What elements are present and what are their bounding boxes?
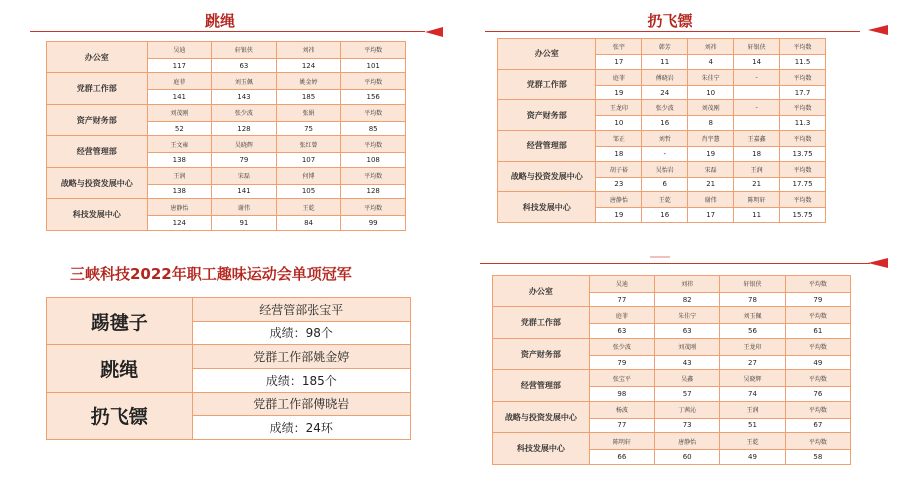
participant-name: 刘玉佩 bbox=[212, 73, 277, 90]
participant-name: 刘茂刚 bbox=[654, 338, 719, 355]
participant-name: 陈明轩 bbox=[589, 433, 654, 450]
dept-name: 党群工作部 bbox=[47, 73, 148, 104]
participant-name: 张宇 bbox=[596, 39, 642, 55]
score-cell: 60 bbox=[654, 450, 719, 465]
participant-name: 张少波 bbox=[212, 104, 277, 121]
participant-name: 吴晓辉 bbox=[212, 136, 277, 153]
participant-name: 平均数 bbox=[785, 401, 850, 418]
participant-name: 谢伟 bbox=[212, 199, 277, 216]
dept-name: 经营管理部 bbox=[47, 136, 148, 167]
participant-name: 吴迪 bbox=[589, 276, 654, 293]
participant-name: 韩芳 bbox=[642, 39, 688, 55]
darts-table bbox=[497, 38, 826, 223]
score-cell: 21 bbox=[734, 177, 780, 192]
table-row bbox=[47, 42, 406, 59]
participant-name: 肖宇慧 bbox=[688, 130, 734, 146]
participant-name: 王乾 bbox=[642, 192, 688, 208]
score-cell: - bbox=[642, 147, 688, 162]
dept-name: 科技发展中心 bbox=[47, 199, 148, 231]
score-cell: 17.75 bbox=[780, 177, 826, 192]
score-cell: 63 bbox=[212, 58, 277, 73]
table-row bbox=[493, 370, 851, 387]
event-name: 踢毽子 bbox=[47, 298, 193, 345]
score-cell: 61 bbox=[785, 324, 850, 339]
participant-name: 庭菲 bbox=[589, 307, 654, 324]
participant-name: 刘玉佩 bbox=[720, 307, 785, 324]
participant-name: 王润 bbox=[147, 167, 212, 184]
participant-name: 平均数 bbox=[780, 130, 826, 146]
participant-name: 轩银侠 bbox=[212, 42, 277, 59]
score-cell: 128 bbox=[212, 121, 277, 136]
score-cell: 17.7 bbox=[780, 85, 826, 100]
score-cell: 75 bbox=[276, 121, 341, 136]
score-cell: 107 bbox=[276, 153, 341, 168]
participant-name: 平均数 bbox=[785, 307, 850, 324]
score-cell bbox=[734, 85, 780, 100]
participant-name: 平均数 bbox=[341, 136, 406, 153]
score-cell: 18 bbox=[734, 147, 780, 162]
participant-name: 邹正 bbox=[596, 130, 642, 146]
participant-name: 吴怡岩 bbox=[642, 161, 688, 177]
table-row bbox=[493, 307, 851, 324]
participant-name: 平均数 bbox=[780, 100, 826, 116]
dept-name: 战略与投资发展中心 bbox=[493, 401, 590, 432]
score-cell: 98 bbox=[589, 387, 654, 402]
score-cell: 138 bbox=[147, 153, 212, 168]
score-cell: 108 bbox=[341, 153, 406, 168]
score-cell: 79 bbox=[589, 355, 654, 370]
participant-name: 唐静怡 bbox=[147, 199, 212, 216]
score-cell: 85 bbox=[341, 121, 406, 136]
score-cell: 78 bbox=[720, 292, 785, 307]
score-cell: 63 bbox=[654, 324, 719, 339]
participant-name: 平均数 bbox=[785, 370, 850, 387]
event-name: 扔飞镖 bbox=[47, 392, 193, 439]
red-flag-decoration bbox=[868, 25, 888, 35]
score-cell: 91 bbox=[212, 216, 277, 231]
participant-name: 平均数 bbox=[341, 199, 406, 216]
winner-name: 经营管部张宝平 bbox=[192, 298, 410, 322]
dept-name: 党群工作部 bbox=[498, 69, 596, 100]
participant-name: 朱佳宁 bbox=[654, 307, 719, 324]
participant-name: 陈明轩 bbox=[734, 192, 780, 208]
participant-name: 平均数 bbox=[785, 276, 850, 293]
participant-name: 宋磊 bbox=[212, 167, 277, 184]
participant-name: 轩银侠 bbox=[720, 276, 785, 293]
participant-name: 庭菲 bbox=[596, 69, 642, 85]
champions-table bbox=[46, 297, 411, 440]
dept-name: 资产财务部 bbox=[498, 100, 596, 131]
score-cell: 124 bbox=[147, 216, 212, 231]
score-cell: 143 bbox=[212, 90, 277, 105]
score-cell: 76 bbox=[785, 387, 850, 402]
winner-name: 党群工作部姚金婷 bbox=[192, 345, 410, 369]
score-cell: 11.3 bbox=[780, 116, 826, 131]
participant-name: 王嘉鑫 bbox=[734, 130, 780, 146]
dept-name: 党群工作部 bbox=[493, 307, 590, 338]
participant-name: 刘祎 bbox=[688, 39, 734, 55]
score-cell: 105 bbox=[276, 184, 341, 199]
score-cell: 14 bbox=[734, 55, 780, 70]
participant-name: 王润 bbox=[734, 161, 780, 177]
score-cell: 27 bbox=[720, 355, 785, 370]
participant-name: 张娟 bbox=[276, 104, 341, 121]
score-cell: 4 bbox=[688, 55, 734, 70]
score-cell: 16 bbox=[642, 208, 688, 223]
score-cell bbox=[734, 116, 780, 131]
participant-name: 张少波 bbox=[642, 100, 688, 116]
score-cell: 49 bbox=[785, 355, 850, 370]
score-cell: 141 bbox=[212, 184, 277, 199]
darts-title: 扔飞镖 bbox=[647, 12, 693, 30]
participant-name: 平均数 bbox=[780, 69, 826, 85]
score-cell: 13.75 bbox=[780, 147, 826, 162]
participant-name: 张宝平 bbox=[589, 370, 654, 387]
participant-name: 张红曾 bbox=[276, 136, 341, 153]
participant-name: 吴鑫 bbox=[654, 370, 719, 387]
score-cell: 6 bbox=[642, 177, 688, 192]
score-cell: 156 bbox=[341, 90, 406, 105]
score-cell: 11 bbox=[642, 55, 688, 70]
score-cell: 117 bbox=[147, 58, 212, 73]
score-cell: 58 bbox=[785, 450, 850, 465]
score-cell: 51 bbox=[720, 418, 785, 433]
participant-name: 平均数 bbox=[341, 104, 406, 121]
rope-skipping-table bbox=[46, 41, 406, 231]
dept-name: 科技发展中心 bbox=[498, 192, 596, 223]
participant-name: 杨波 bbox=[589, 401, 654, 418]
dept-name: 办公室 bbox=[498, 39, 596, 70]
rope-skipping-title: 跳绳 bbox=[204, 12, 235, 30]
participant-name: 平均数 bbox=[780, 161, 826, 177]
participant-name: 朱佳宁 bbox=[688, 69, 734, 85]
table-row bbox=[493, 276, 851, 293]
participant-name: 刘茂刚 bbox=[147, 104, 212, 121]
score-cell: 185 bbox=[276, 90, 341, 105]
participant-name: 王乾 bbox=[276, 199, 341, 216]
participant-name: - bbox=[734, 100, 780, 116]
participant-name: 轩银侠 bbox=[734, 39, 780, 55]
score-cell: 43 bbox=[654, 355, 719, 370]
darts-title-rule bbox=[485, 31, 860, 32]
score-cell: 10 bbox=[596, 116, 642, 131]
event-name: 跳绳 bbox=[47, 345, 193, 392]
winner-result: 成绩：98个 bbox=[192, 321, 410, 345]
score-cell: 10 bbox=[688, 85, 734, 100]
score-cell: 19 bbox=[596, 85, 642, 100]
score-cell: 138 bbox=[147, 184, 212, 199]
score-cell: 67 bbox=[785, 418, 850, 433]
participant-name: 刘祎 bbox=[654, 276, 719, 293]
score-cell: 82 bbox=[654, 292, 719, 307]
table-row bbox=[493, 433, 851, 450]
dept-name: 资产财务部 bbox=[47, 104, 148, 135]
participant-name: 王龙印 bbox=[720, 338, 785, 355]
score-cell: 74 bbox=[720, 387, 785, 402]
table-row bbox=[47, 73, 406, 90]
participant-name: 王龙印 bbox=[596, 100, 642, 116]
score-cell: 79 bbox=[785, 292, 850, 307]
score-cell: 128 bbox=[341, 184, 406, 199]
red-flag-decoration bbox=[868, 258, 888, 268]
score-cell: 19 bbox=[688, 147, 734, 162]
participant-name: 吴迪 bbox=[147, 42, 212, 59]
score-cell: 73 bbox=[654, 418, 719, 433]
dept-name: 办公室 bbox=[47, 42, 148, 73]
table-row bbox=[498, 69, 826, 85]
table-row bbox=[498, 39, 826, 55]
table-row bbox=[47, 298, 411, 322]
score-cell: 49 bbox=[720, 450, 785, 465]
score-cell: 16 bbox=[642, 116, 688, 131]
bottom-right-table bbox=[492, 275, 851, 465]
table-row bbox=[498, 192, 826, 208]
score-cell: 17 bbox=[596, 55, 642, 70]
dept-name: 资产财务部 bbox=[493, 338, 590, 369]
participant-name: 姚金婷 bbox=[276, 73, 341, 90]
participant-name: 平均数 bbox=[341, 42, 406, 59]
participant-name: 王润 bbox=[720, 401, 785, 418]
score-cell: 56 bbox=[720, 324, 785, 339]
table-row bbox=[493, 338, 851, 355]
score-cell: 15.75 bbox=[780, 208, 826, 223]
table-row bbox=[498, 130, 826, 146]
score-cell: 19 bbox=[596, 208, 642, 223]
participant-name: 唐静怡 bbox=[596, 192, 642, 208]
participant-name: 王乾 bbox=[720, 433, 785, 450]
winner-result: 成绩：24环 bbox=[192, 416, 410, 440]
score-cell: 17 bbox=[688, 208, 734, 223]
faded-title-mark bbox=[650, 256, 670, 258]
score-cell: 124 bbox=[276, 58, 341, 73]
table-row bbox=[493, 401, 851, 418]
dept-name: 经营管理部 bbox=[498, 130, 596, 161]
participant-name: 平均数 bbox=[341, 73, 406, 90]
participant-name: 宋磊 bbox=[688, 161, 734, 177]
score-cell: 66 bbox=[589, 450, 654, 465]
score-cell: 11.5 bbox=[780, 55, 826, 70]
table-row bbox=[47, 345, 411, 369]
participant-name: 胡子裕 bbox=[596, 161, 642, 177]
participant-name: 平均数 bbox=[785, 338, 850, 355]
dept-name: 战略与投资发展中心 bbox=[498, 161, 596, 192]
participant-name: - bbox=[734, 69, 780, 85]
score-cell: 77 bbox=[589, 292, 654, 307]
dept-name: 科技发展中心 bbox=[493, 433, 590, 465]
participant-name: 平均数 bbox=[780, 39, 826, 55]
score-cell: 23 bbox=[596, 177, 642, 192]
score-cell: 52 bbox=[147, 121, 212, 136]
red-flag-decoration bbox=[425, 27, 443, 37]
winner-name: 党群工作部傅晓岩 bbox=[192, 392, 410, 416]
score-cell: 77 bbox=[589, 418, 654, 433]
table-row bbox=[47, 199, 406, 216]
participant-name: 平均数 bbox=[785, 433, 850, 450]
champions-title: 三峡科技2022年职工趣味运动会单项冠军 bbox=[70, 265, 352, 283]
winner-result: 成绩：185个 bbox=[192, 368, 410, 392]
score-cell: 63 bbox=[589, 324, 654, 339]
table-row bbox=[498, 161, 826, 177]
score-cell: 21 bbox=[688, 177, 734, 192]
score-cell: 101 bbox=[341, 58, 406, 73]
participant-name: 刘茂刚 bbox=[688, 100, 734, 116]
score-cell: 18 bbox=[596, 147, 642, 162]
score-cell: 141 bbox=[147, 90, 212, 105]
participant-name: 王文雍 bbox=[147, 136, 212, 153]
dept-name: 经营管理部 bbox=[493, 370, 590, 401]
score-cell: 8 bbox=[688, 116, 734, 131]
participant-name: 平均数 bbox=[341, 167, 406, 184]
table-row bbox=[47, 136, 406, 153]
participant-name: 丁茜沁 bbox=[654, 401, 719, 418]
participant-name: 何博 bbox=[276, 167, 341, 184]
participant-name: 庭菲 bbox=[147, 73, 212, 90]
dept-name: 战略与投资发展中心 bbox=[47, 167, 148, 198]
table-row bbox=[47, 104, 406, 121]
participant-name: 谢伟 bbox=[688, 192, 734, 208]
score-cell: 99 bbox=[341, 216, 406, 231]
participant-name: 傅晓岩 bbox=[642, 69, 688, 85]
score-cell: 79 bbox=[212, 153, 277, 168]
participant-name: 吴晓辉 bbox=[720, 370, 785, 387]
participant-name: 刘祎 bbox=[276, 42, 341, 59]
score-cell: 84 bbox=[276, 216, 341, 231]
participant-name: 唐静怡 bbox=[654, 433, 719, 450]
score-cell: 24 bbox=[642, 85, 688, 100]
score-cell: 11 bbox=[734, 208, 780, 223]
table-row bbox=[498, 100, 826, 116]
participant-name: 平均数 bbox=[780, 192, 826, 208]
bottom-right-title-rule bbox=[480, 263, 870, 264]
table-row bbox=[47, 392, 411, 416]
score-cell: 57 bbox=[654, 387, 719, 402]
rope-skipping-title-rule bbox=[30, 31, 425, 32]
participant-name: 张少波 bbox=[589, 338, 654, 355]
participant-name: 刘哲 bbox=[642, 130, 688, 146]
dept-name: 办公室 bbox=[493, 276, 590, 307]
table-row bbox=[47, 167, 406, 184]
